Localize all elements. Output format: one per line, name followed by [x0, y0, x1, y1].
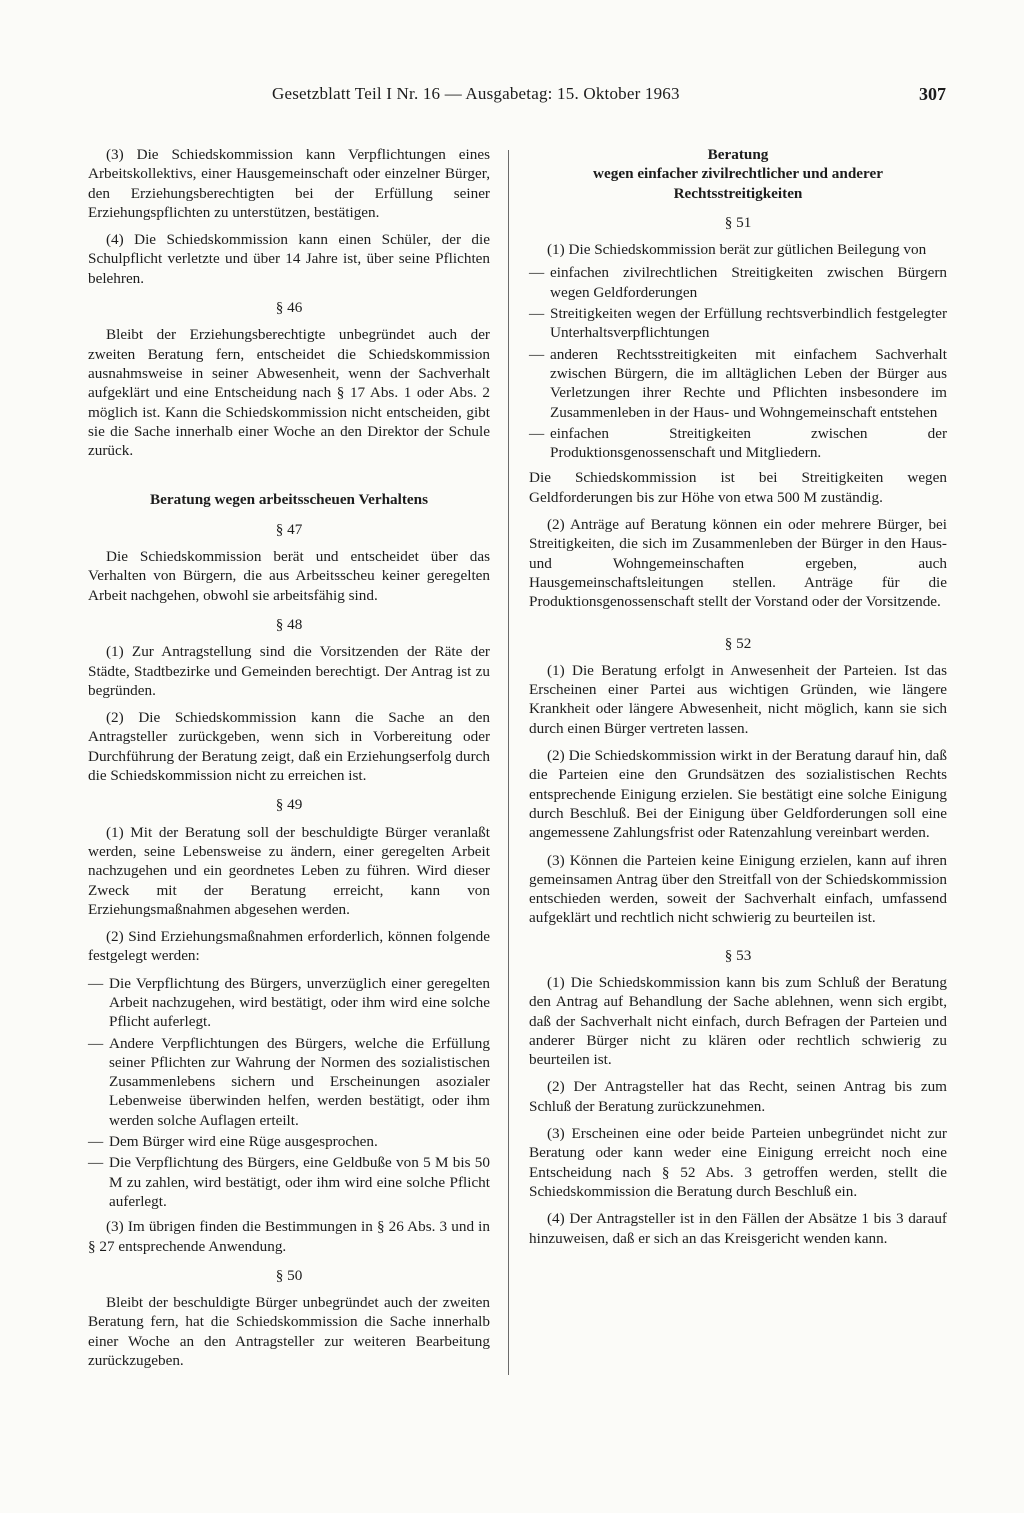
section-number: § 49 — [275, 796, 303, 814]
paragraph: (4) Die Schiedskommission kann einen Schüler, der die Schulpflicht verletzte und über 14 Jahre ist, über seine Pflichten belehren. — [88, 231, 490, 287]
right-column — [529, 145, 947, 1256]
paragraph: (3) Erscheinen eine oder beide Parteien unbegründet nicht zur Beratung oder kann weder eine Einigung erreicht noch eine Entscheidung nach § 52 Abs. 3 getroffen werden, stellt die Schiedskommission die Beratung durch Beschluß ein. — [529, 1125, 947, 1200]
dash-list — [88, 974, 490, 1212]
list-item: — Die Verpflichtung des Bürgers, eine Geldbuße von 5 M bis 50 M zu zahlen, wird bestätigt, oder ihm wird eine solche Pflicht auferlegt. — [88, 1153, 490, 1211]
paragraph: (2) Sind Erziehungsmaßnahmen erforderlich, können folgende festgelegt werden: — [88, 928, 490, 965]
paragraph: (3) Im übrigen finden die Bestimmungen in § 26 Abs. 3 und in § 27 entsprechende Anwendung. — [88, 1218, 490, 1255]
left-column — [88, 145, 490, 1378]
paragraph: Die Schiedskommission berät und entscheidet über das Verhalten von Bürgern, die aus Arbeitsscheu keiner geregelten Arbeit nachgehen, obwohl sie arbeitsfähig sind. — [88, 548, 490, 604]
column-divider — [508, 150, 509, 1375]
list-item: — anderen Rechtsstreitigkeiten mit einfachem Sachverhalt zwischen Bürgern, die im alltäglichen Leben der Bürger aus Verletzungen ihrer Rechte und Pflichten insbesondere im Zusammenleben in der Haus- und Wohngemeinschaft entstehen — [529, 345, 947, 422]
paragraph: (2) Die Schiedskommission wirkt in der Beratung darauf hin, daß die Parteien eine den Grundsätzen des sozialistischen Rechts entsprechende Einigung erzielen. Sie bestätigt eine solche Einigung durch Beschluß. Bei der Einigung über Geldforderungen soll eine angemessene Zahlungsfrist oder Ratenzahlung vereinbart werden. — [529, 747, 947, 842]
section-heading: Rechtsstreitigkeiten — [673, 184, 803, 202]
list-item: — einfachen Streitigkeiten zwischen der Produktionsgenossenschaft und Mitgliedern. — [529, 424, 947, 463]
paragraph: (2) Anträge auf Beratung können ein oder mehrere Bürger, bei Streitigkeiten, die sich im Zusammenleben der Bürger in den Haus- und Wohngemeinschaften ergeben, auch Hausgemeinschaftsleitungen stellen. Anträge für die Produktionsgenossenschaft stellt der Vorstand oder der Vorsitzende. — [529, 516, 947, 611]
section-heading: Beratung wegen arbeitsscheuen Verhaltens — [149, 491, 428, 509]
section-heading: wegen einfacher zivilrechtlicher und anderer — [593, 165, 883, 183]
page-number: 307 — [919, 84, 946, 104]
list-item: — Streitigkeiten wegen der Erfüllung rechtsverbindlich festgelegter Unterhaltsverpflichtungen — [529, 304, 947, 343]
paragraph: (3) Die Schiedskommission kann Verpflichtungen eines Arbeitskollektivs, einer Hausgemeinschaft oder einzelner Bürger, den Erziehungsberechtigten bei der Erfüllung seiner Erziehungspflichten zu unterstützen, bestätigen. — [88, 146, 490, 221]
running-head: Gesetzblatt Teil I Nr. 16 — Ausgabetag: 15. Oktober 1963 — [272, 84, 680, 103]
paragraph: (1) Zur Antragstellung sind die Vorsitzenden der Räte der Städte, Stadtbezirke und Gemeinden berechtigt. Der Antrag ist zu begründen. — [88, 643, 490, 699]
paragraph: (2) Die Schiedskommission kann die Sache an den Antragsteller zurückgeben, wenn sich in Vorbereitung oder Durchführung der Beratung zeigt, daß ein Erziehungserfolg durch die Schiedskommission nicht zu erreichen ist. — [88, 709, 490, 785]
dash-list — [529, 263, 947, 462]
section-number: § 51 — [724, 213, 752, 231]
section-heading: Beratung — [707, 146, 769, 163]
section-number: § 50 — [275, 1266, 303, 1284]
list-item: — Dem Bürger wird eine Rüge ausgesprochen. — [88, 1132, 490, 1151]
paragraph: (1) Die Schiedskommission kann bis zum Schluß der Beratung den Antrag auf Behandlung der Sache ablehnen, wenn sich ergibt, daß der Sachverhalt nicht einfach, durch Befragen der Parteien und anderer Bürger nicht zu klären oder rechtlich schwierig zu beurteilen ist. — [529, 973, 947, 1069]
section-number: § 47 — [275, 520, 303, 538]
section-number: § 48 — [275, 615, 303, 633]
section-number: § 46 — [275, 299, 303, 317]
paragraph: (1) Die Schiedskommission berät zur gütlichen Beilegung von — [547, 241, 927, 259]
paragraph: Bleibt der beschuldigte Bürger unbegründet auch der zweiten Beratung fern, hat die Schiedskommission die Sache innerhalb einer Woche an den Antragsteller zur weiteren Bearbeitung zurückzugeben. — [88, 1294, 490, 1370]
paragraph: (4) Der Antragsteller ist in den Fällen der Absätze 1 bis 3 darauf hinzuweisen, daß er sich an das Kreisgericht wenden kann. — [529, 1210, 947, 1247]
paragraph: Die Schiedskommission ist bei Streitigkeiten wegen Geldforderungen bis zur Höhe von etwa 500 M zuständig. — [529, 469, 947, 506]
section-number: § 52 — [724, 634, 752, 652]
paragraph: Bleibt der Erziehungsberechtigte unbegründet auch der zweiten Beratung fern, entscheidet die Schiedskommission ausnahmsweise in seiner Abwesenheit, wenn der Sachverhalt aufgeklärt und eine Entscheidung nach § 17 Abs. 1 oder Abs. 2 möglich ist. Kann die Schiedskommission nicht entscheiden, gibt sie die Sache innerhalb einer Woche an den Direktor der Schule zurück. — [88, 326, 490, 460]
list-item: — einfachen zivilrechtlichen Streitigkeiten zwischen Bürgern wegen Geldforderungen — [529, 263, 947, 302]
paragraph: (2) Der Antragsteller hat das Recht, seinen Antrag bis zum Schluß der Beratung zurückzunehmen. — [529, 1078, 947, 1115]
list-item: — Die Verpflichtung des Bürgers, unverzüglich einer geregelten Arbeit nachzugehen, wird bestätigt, oder ihm wird eine solche Pflicht auferlegt. — [88, 974, 490, 1032]
section-number: § 53 — [724, 946, 752, 964]
list-item: — Andere Verpflichtungen des Bürgers, welche die Erfüllung seiner Pflichten zur Wahrung der Normen des sozialistischen Zusammenlebens sichern und Erscheinungen asozialer Lebenweise überwinden helfen, werden bestätigt, oder ihm werden solche Auflagen erteilt. — [88, 1034, 490, 1130]
paragraph: (1) Die Beratung erfolgt in Anwesenheit der Parteien. Ist das Erscheinen einer Partei aus wichtigen Gründen, wie längere Krankheit oder längere Abwesenheit, nicht möglich, kann sie sich durch einen Bürger vertreten lassen. — [529, 661, 947, 737]
paragraph: (3) Können die Parteien keine Einigung erzielen, kann auf ihren gemeinsamen Antrag über den Streitfall von der Schiedskommission entschieden werden, soweit der Sachverhalt einfach, umfassend aufgeklärt und rechtlich nicht schwierig zu beurteilen ist. — [529, 851, 947, 927]
paragraph: (1) Mit der Beratung soll der beschuldigte Bürger veranlaßt werden, seine Lebensweise zu ändern, einer geregelten Arbeit nachzugehen und ein geordnetes Leben zu führen. Wird dieser Zweck mit der Beratung erreicht, kann von Erziehungsmaßnahmen abgesehen werden. — [88, 823, 490, 918]
page-header — [86, 84, 946, 110]
